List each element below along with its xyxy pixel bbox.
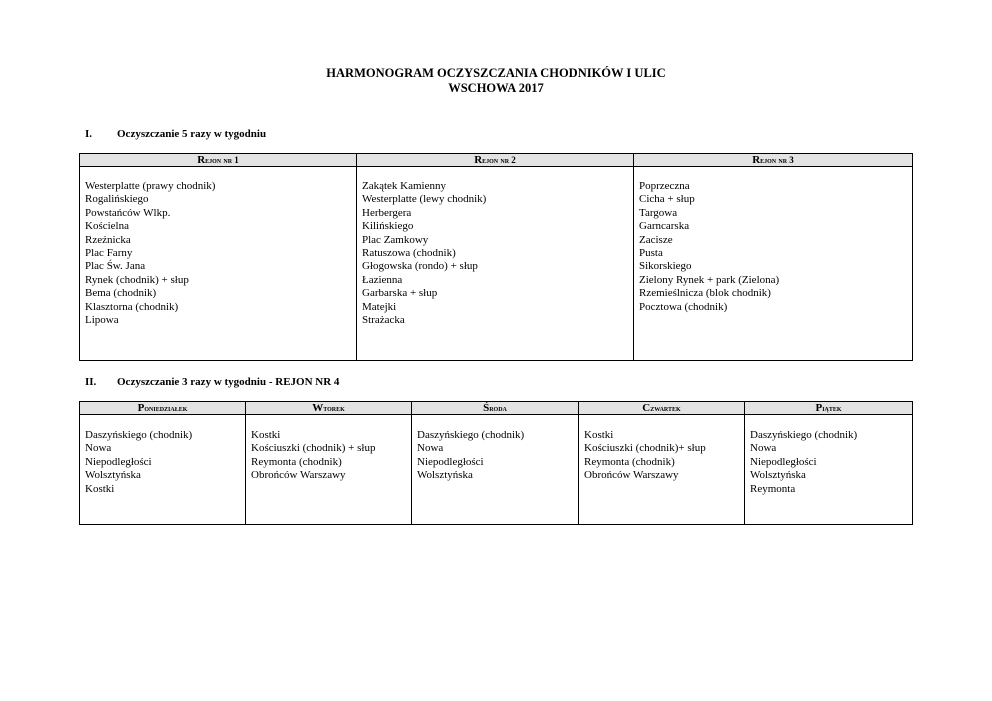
street-list-item: Cicha + słup: [639, 193, 695, 206]
street-list-item: Reymonta (chodnik): [584, 455, 675, 468]
street-list-item: Herbergera: [362, 206, 412, 219]
street-list-item: Wolsztyńska: [417, 469, 473, 482]
street-list-item: Kostki: [251, 429, 281, 441]
column-header-rejon-1: Rejon nr 1: [80, 154, 357, 167]
column-header-piatek: Piątek: [745, 402, 913, 415]
street-list-item: Garbarska + słup: [362, 287, 438, 300]
street-list-item: Poprzeczna: [639, 180, 690, 192]
street-list-item: Rogalińskiego: [85, 193, 149, 206]
section-1-heading: [85, 128, 266, 140]
street-list-item: Wolsztyńska: [750, 469, 806, 482]
section-2-title: Oczyszczanie 3 razy w tygodniu - REJON NR 4: [117, 376, 340, 388]
street-list-item: Powstańców Wlkp.: [85, 206, 171, 219]
schedule-table-5x: [79, 153, 913, 361]
street-list-item: Pusta: [639, 247, 663, 260]
column-header-rejon-2: Rejon nr 2: [357, 154, 634, 167]
street-list-item: Bema (chodnik): [85, 287, 157, 300]
street-list-item: Garncarska: [639, 220, 690, 233]
document-title: [0, 66, 992, 96]
street-list-item: Niepodległości: [85, 455, 152, 468]
column-header-poniedzialek: Poniedziałek: [80, 402, 246, 415]
street-list-item: Plac Farny: [85, 247, 133, 260]
czwartek-cell: [579, 415, 745, 525]
street-list-item: Kostki: [85, 482, 115, 495]
street-list-item: Sikorskiego: [639, 260, 692, 273]
street-list-item: Targowa: [639, 206, 678, 219]
column-header-wtorek: Wtorek: [246, 402, 412, 415]
street-list-item: Pocztowa (chodnik): [639, 300, 728, 313]
column-header-rejon-3: Rejon nr 3: [634, 154, 913, 167]
street-list-item: Zakątek Kamienny: [362, 180, 446, 192]
street-list-item: Lipowa: [85, 314, 119, 327]
street-list-item: Nowa: [417, 442, 444, 455]
street-list-item: Daszyńskiego (chodnik): [750, 429, 858, 441]
column-header-czwartek: Czwartek: [579, 402, 745, 415]
table-body-row: [80, 167, 913, 361]
street-list-item: Kostki: [584, 429, 614, 441]
street-list-item: Daszyńskiego (chodnik): [417, 429, 525, 441]
street-list-item: Łazienna: [362, 273, 403, 286]
table-header-row: [80, 402, 913, 415]
street-list-item: Reymonta (chodnik): [251, 455, 342, 468]
street-list-item: Kościelna: [85, 220, 129, 233]
title-line-2: WSCHOWA 2017: [448, 81, 544, 95]
street-list-item: Kościuszki (chodnik) + słup: [251, 442, 376, 455]
wtorek-cell: [246, 415, 412, 525]
poniedzialek-cell: [80, 415, 246, 525]
section-2-number: II.: [85, 376, 97, 388]
street-list-item: Zielony Rynek + park (Zielona): [639, 273, 780, 286]
table-body-row: [80, 415, 913, 525]
street-list-item: Głogowska (rondo) + słup: [362, 260, 478, 273]
street-list-item: Daszyńskiego (chodnik): [85, 429, 193, 441]
rejon-1-cell: [80, 167, 357, 361]
street-list-item: Reymonta: [750, 482, 796, 495]
street-list-item: Niepodległości: [750, 455, 817, 468]
table-header-row: [80, 154, 913, 167]
street-list-item: Klasztorna (chodnik): [85, 300, 179, 313]
section-1-number: I.: [85, 128, 93, 140]
rejon-2-cell: [357, 167, 634, 361]
column-header-sroda: Środa: [412, 402, 579, 415]
street-list-item: Rzeźnicka: [85, 233, 131, 246]
street-list-item: Rzemieślnicza (blok chodnik): [639, 287, 771, 300]
street-list-item: Nowa: [750, 442, 777, 455]
title-line-1: HARMONOGRAM OCZYSZCZANIA CHODNIKÓW I ULIC: [326, 66, 666, 80]
section-1-title: Oczyszczanie 5 razy w tygodniu: [117, 128, 267, 140]
street-list-item: Zacisze: [639, 233, 673, 246]
street-list-item: Plac Św. Jana: [85, 260, 146, 273]
street-list-item: Matejki: [362, 300, 397, 313]
street-list-item: Rynek (chodnik) + słup: [85, 273, 189, 286]
street-list-item: Kilińskiego: [362, 220, 414, 233]
street-list-item: Obrońców Warszawy: [251, 469, 346, 482]
street-list-item: Strażacka: [362, 314, 405, 327]
street-list-item: Nowa: [85, 442, 112, 455]
rejon-3-cell: [634, 167, 913, 361]
piatek-cell: [745, 415, 913, 525]
street-list-item: Plac Zamkowy: [362, 233, 429, 246]
street-list-item: Westerplatte (lewy chodnik): [362, 193, 487, 206]
street-list-item: Kościuszki (chodnik)+ słup: [584, 442, 706, 455]
street-list-item: Wolsztyńska: [85, 469, 141, 482]
sroda-cell: [412, 415, 579, 525]
schedule-table-3x: [79, 401, 913, 525]
section-2-heading: [85, 376, 339, 388]
street-list-item: Niepodległości: [417, 455, 484, 468]
street-list-item: Ratuszowa (chodnik): [362, 247, 456, 260]
street-list-item: Westerplatte (prawy chodnik): [85, 180, 216, 192]
street-list-item: Obrońców Warszawy: [584, 469, 679, 482]
